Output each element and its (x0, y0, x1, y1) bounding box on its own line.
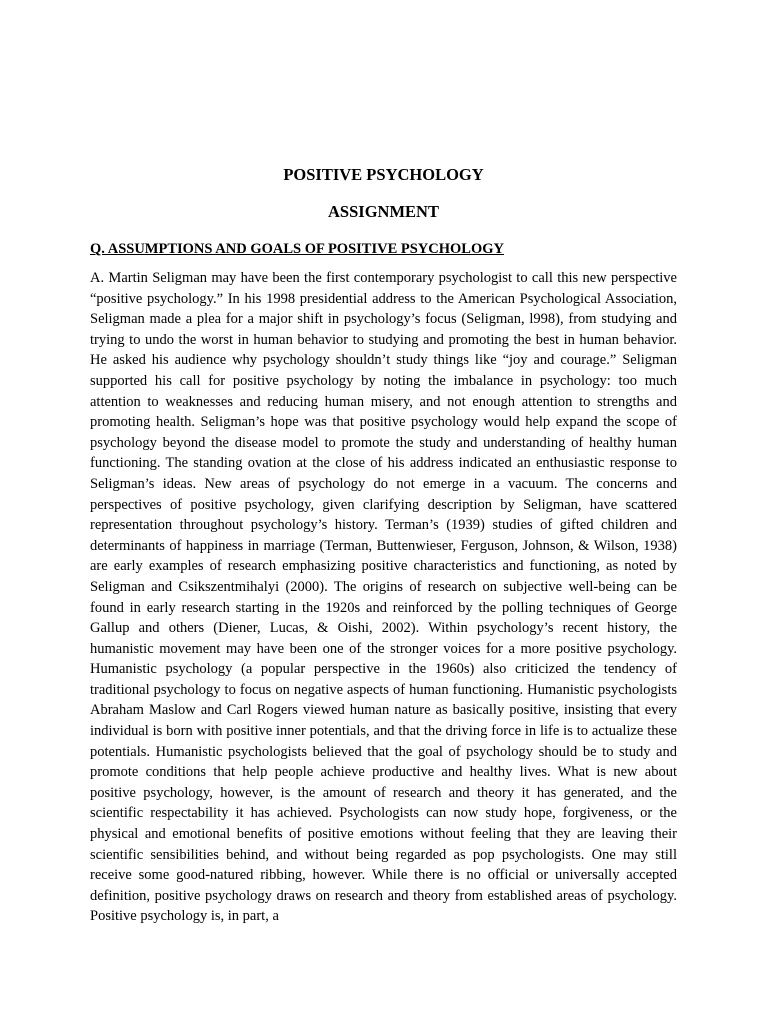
document-title: POSITIVE PSYCHOLOGY (283, 165, 484, 184)
answer-paragraph: A. Martin Seligman may have been the first contemporary psychologist to call this new perspective “positive psychology.” In his 1998 presidential address to the American Psychological Association, Seligman made a plea for a major shift in psychology’s focus (Seligman, l998), from studying and trying to undo the worst in human behavior to studying and promoting the best in human behavior. He asked his audience why psychology shouldn’t study things like “joy and courage.” Seligman supported his call for positive psychology by noting the imbalance in psychology: too much attention to weaknesses and reducing human misery, and not enough attention to strengths and promoting health. Seligman’s hope was that positive psychology would help expand the scope of psychology beyond the disease model to promote the study and understanding of healthy human functioning. The standing ovation at the close of his address indicated an enthusiastic response to Seligman’s ideas. New areas of psychology do not emerge in a vacuum. The concerns and perspectives of positive psychology, given clarifying description by Seligman, have scattered representation throughout psychology’s history. Terman’s (1939) studies of gifted children and determinants of happiness in marriage (Terman, Buttenwieser, Ferguson, Johnson, & Wilson, 1938) are early examples of research emphasizing positive characteristics and functioning, as noted by Seligman and Csikszentmihalyi (2000). The origins of research on subjective well-being can be found in early research starting in the 1920s and reinforced by the polling techniques of George Gallup and others (Diener, Lucas, & Oishi, 2002). Within psychology’s recent history, the humanistic movement may have been one of the stronger voices for a more positive psychology. Humanistic psychology (a popular perspective in the 1960s) also criticized the tendency of traditional psychology to focus on negative aspects of human functioning. Humanistic psychologists Abraham Maslow and Carl Rogers viewed human nature as basically positive, insisting that every individual is born with positive inner potentials, and that the driving force in life is to actualize these potentials. Humanistic psychologists believed that the goal of psychology should be to study and promote conditions that help people achieve productive and healthy lives. What is new about positive psychology, however, is the amount of research and theory it has generated, and the scientific respectability it has achieved. Psychologists can now study hope, forgiveness, or the physical and emotional benefits of positive emotions without feeling that they are leaving their scientific sensibilities behind, and without being regarded as pop psychologists. One may still receive some good-natured ribbing, however. While there is no official or universally accepted definition, positive psychology draws on research and theory from established areas of psychology. Positive psychology is, in part, a (90, 270, 677, 925)
document-page (90, 165, 677, 927)
question-heading: Q. ASSUMPTIONS AND GOALS OF POSITIVE PSYCHOLOGY (90, 241, 504, 257)
document-subtitle: ASSIGNMENT (328, 202, 439, 221)
